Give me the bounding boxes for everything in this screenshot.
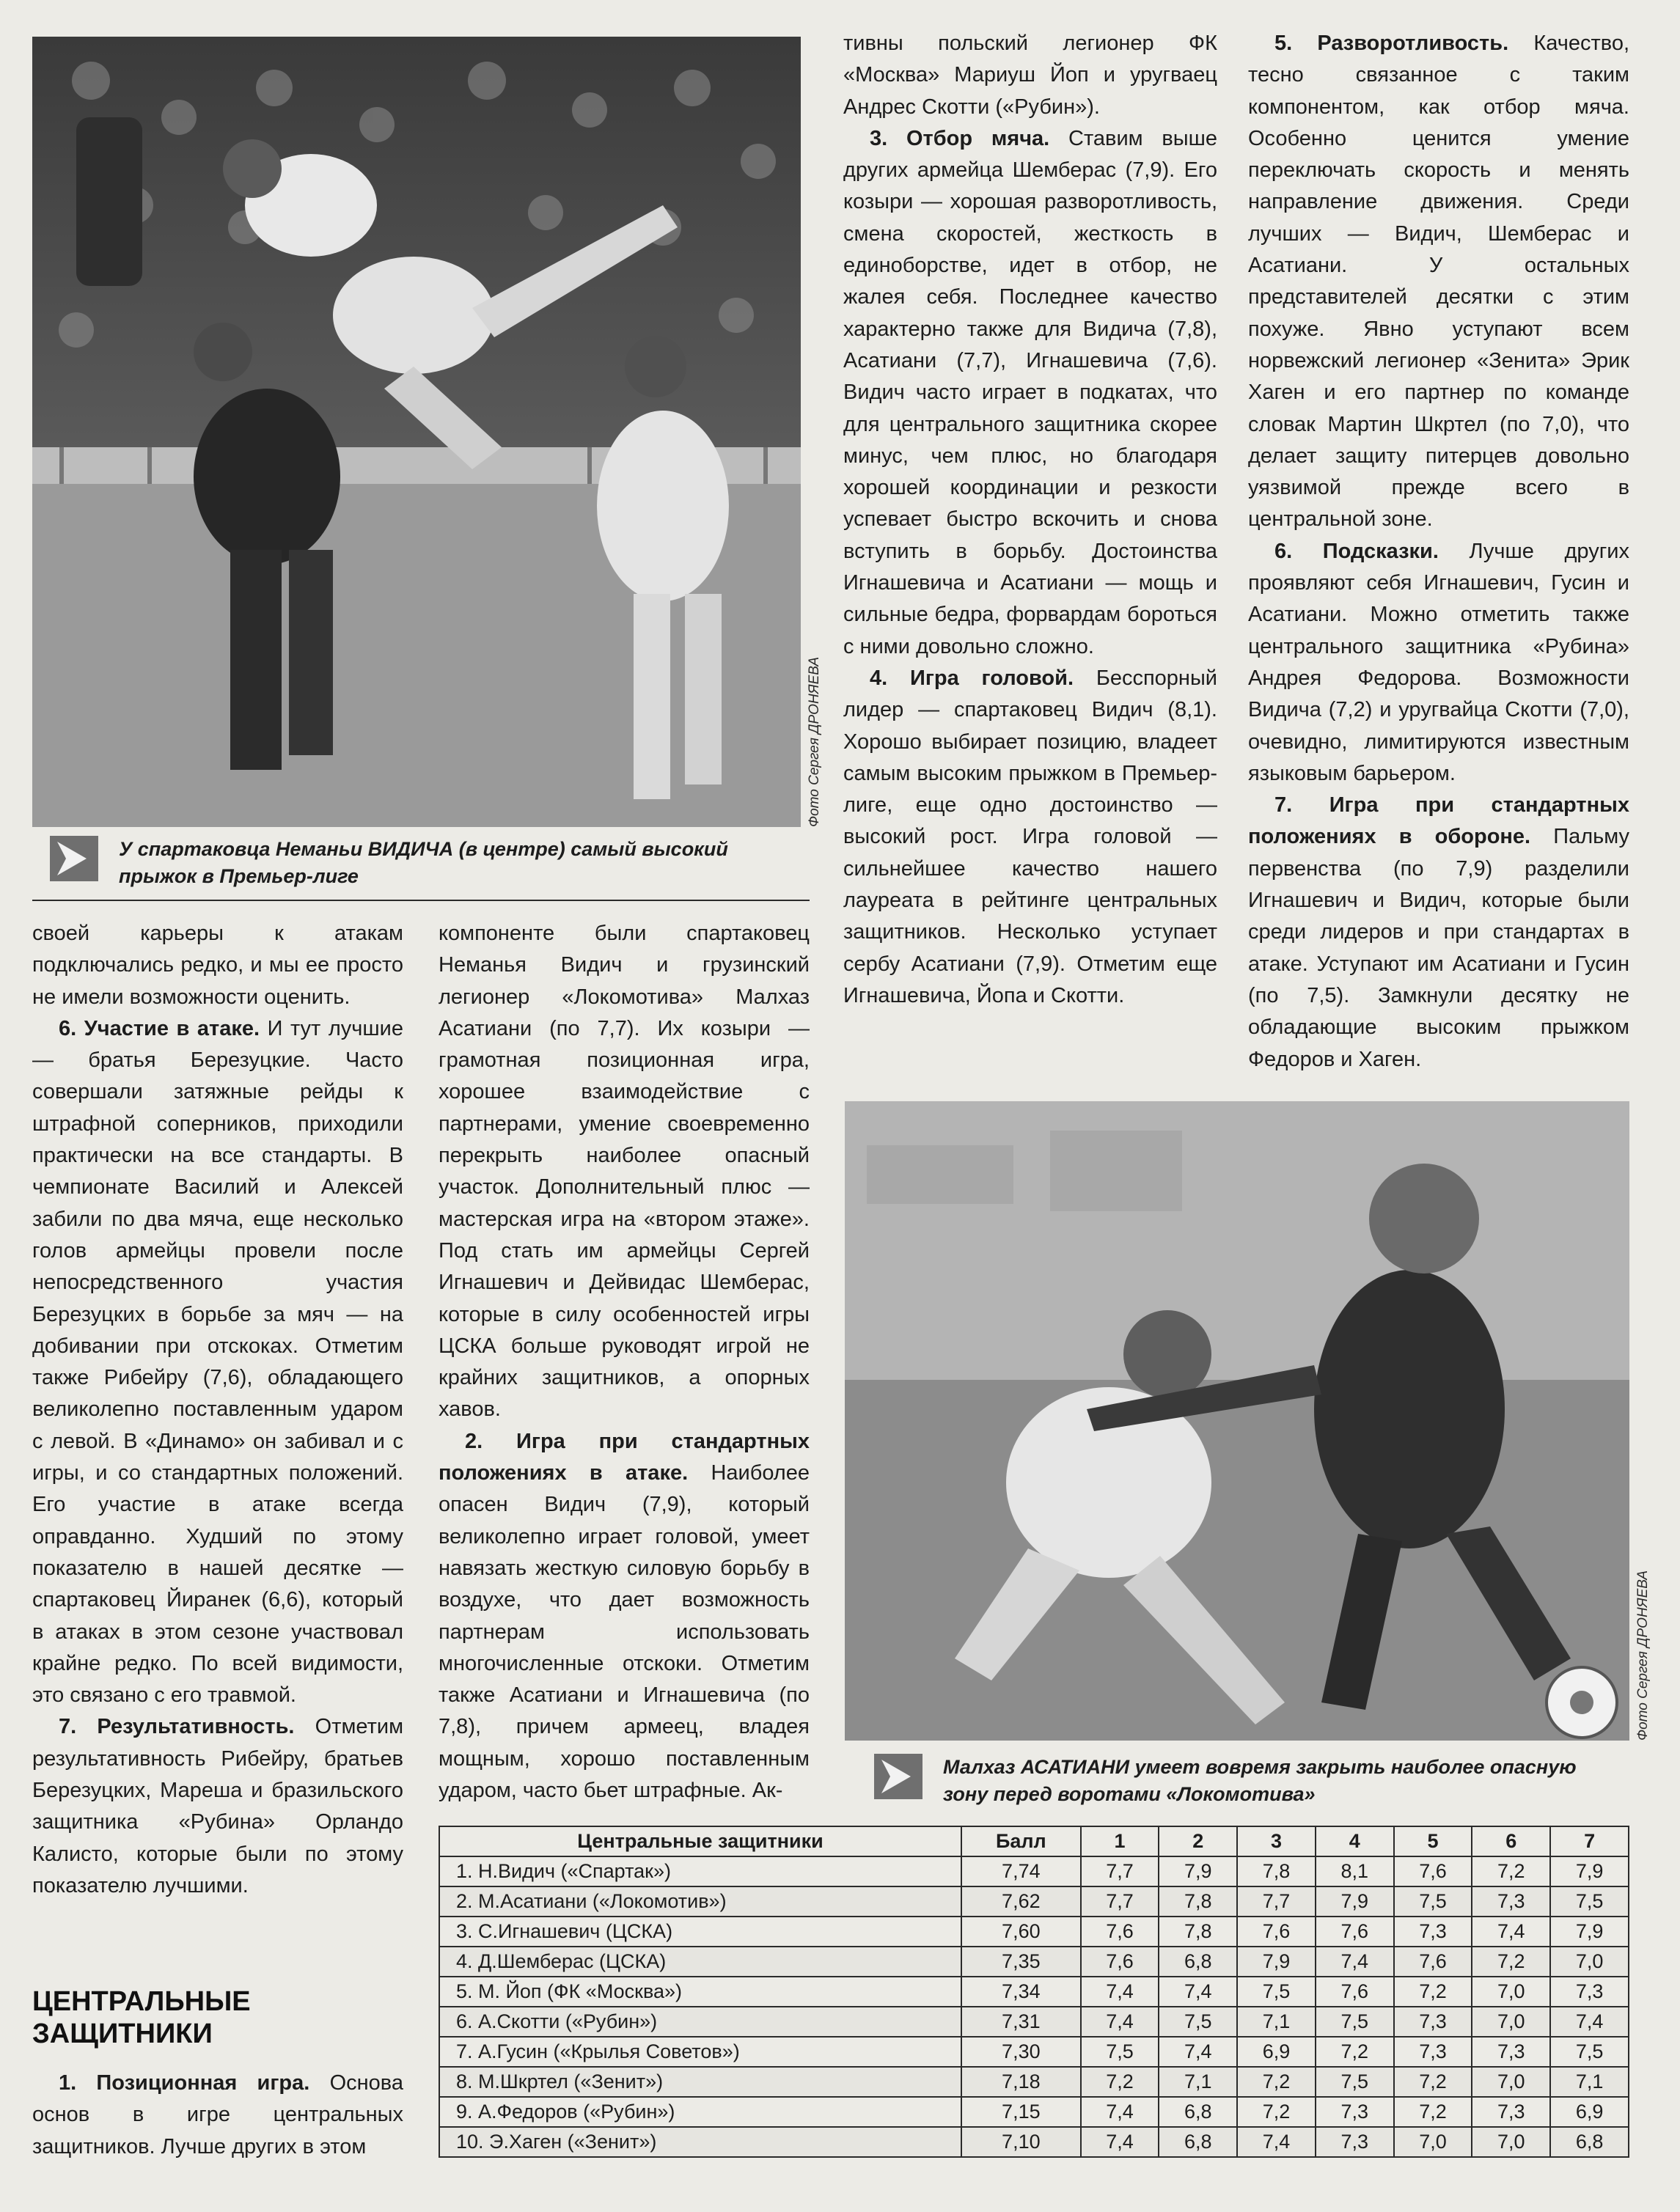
criterion-score-cell: 7,8 bbox=[1159, 1886, 1237, 1917]
criterion-score-cell: 7,2 bbox=[1394, 1977, 1472, 2007]
criterion-score-cell: 7,2 bbox=[1316, 2037, 1394, 2067]
criterion-score-cell: 7,0 bbox=[1472, 2067, 1550, 2097]
criterion-score-cell: 7,6 bbox=[1316, 1977, 1394, 2007]
article-column-3 bbox=[843, 28, 1217, 1012]
photo-credit: Фото Сергея ДРОНЯЕВА bbox=[1635, 1570, 1651, 1741]
criterion-score-cell: 7,5 bbox=[1550, 2037, 1629, 2067]
column-header: 5 bbox=[1394, 1826, 1472, 1856]
paragraph: компоненте были спартаковец Неманья Видич и грузинский легионер «Локомотива» Малхаз Асатиани (по 7,7). Их козыри — грамотная позиционная игра, хорошее взаимодействие с партнерами, умение своевременно перекрыть наиболее опасный участок. Дополнительный плюс — мастерская игра на «втором этаже». Под стать им армейцы Сергей Игнашевич и Дейвидас Шемберас, которые в силу особенностей игры ЦСКА больше руководят игрой не крайних защитников, а опорных хавов. bbox=[439, 922, 810, 1422]
criterion-score-cell: 7,3 bbox=[1472, 2097, 1550, 2127]
paragraph: 5. Разворотливость. Качество, тесно связанное с таким компонентом, как отбор мяча. Особенно ценится умение переключать скорость и менять направление движения. Среди лучших — Видич, Шемберас и Асатиани. У остальных представителей десятки с этим похуже. Явно уступают всем норвежский легионер «Зенита» Эрик Хаген и его партнер по команде словак Мартин Шкртел (по 7,0), что делает защиту питерцев довольно уязвимой прежде всего в центральной зоне. bbox=[1248, 32, 1630, 532]
criterion-score-cell: 7,2 bbox=[1394, 2097, 1472, 2127]
table-row bbox=[439, 1977, 1629, 2007]
criterion-score-cell: 8,1 bbox=[1316, 1856, 1394, 1886]
paragraph: 2. Игра при стандартных положениях в атаке. Наиболее опасен Видич (7,9), который великолепно играет головой, умеет навязать жесткую силовую борьбу в воздухе, что дает возможность партнерам использовать многочисленные отскоки. Отметим также Асатиани и Игнашевича (по 7,8), причем армеец, владея мощным, хорошо поставленным ударом, часто бьет штрафные. Ак- bbox=[439, 1429, 810, 1803]
criterion-score-cell: 6,9 bbox=[1550, 2097, 1629, 2127]
player-name-cell: 10. Э.Хаген («Зенит») bbox=[439, 2127, 961, 2157]
caption-text: Малхаз АСАТИАНИ умеет вовремя закрыть наиболее опасную зону перед воротами «Локомотива» bbox=[943, 1756, 1577, 1805]
criterion-score-cell: 7,6 bbox=[1394, 1856, 1472, 1886]
criterion-score-cell: 7,2 bbox=[1472, 1856, 1550, 1886]
criterion-score-cell: 7,3 bbox=[1394, 2007, 1472, 2037]
article-column-1 bbox=[32, 918, 403, 1902]
criterion-score-cell: 7,5 bbox=[1550, 1886, 1629, 1917]
criterion-score-cell: 7,4 bbox=[1081, 2097, 1159, 2127]
criterion-score-cell: 7,4 bbox=[1472, 1917, 1550, 1947]
photo-caption bbox=[874, 1754, 1637, 1808]
criterion-score-cell: 6,8 bbox=[1159, 2127, 1237, 2157]
table-row bbox=[439, 1947, 1629, 1977]
total-score-cell: 7,30 bbox=[961, 2037, 1081, 2067]
criterion-score-cell: 7,0 bbox=[1394, 2127, 1472, 2157]
table-row bbox=[439, 2007, 1629, 2037]
paragraph: 7. Игра при стандартных положениях в обороне. Пальму первенства (по 7,9) разделили Игнашевич и Видич, которые были среди лидеров и при стандартах в атаке. Уступают им Асатиани и Гусин (по 7,5). Замкнули десятку не обладающие высоким прыжком Федоров и Хаген. bbox=[1248, 793, 1629, 1071]
paragraph: 6. Подсказки. Лучше других проявляют себя Игнашевич, Гусин и Асатиани. Можно отметить также центрального защитника «Рубина» Андрея Федорова. Возможности Видича (7,2) и уругвайца Скотти (7,0), очевидно, лимитируются известным языковым барьером. bbox=[1248, 539, 1630, 785]
criterion-score-cell: 7,4 bbox=[1316, 1947, 1394, 1977]
criterion-score-cell: 7,0 bbox=[1472, 2007, 1550, 2037]
section-title: 1. Позиционная игра. bbox=[59, 2071, 310, 2095]
player-name-cell: 3. С.Игнашевич (ЦСКА) bbox=[439, 1917, 961, 1947]
total-score-cell: 7,74 bbox=[961, 1856, 1081, 1886]
paragraph: своей карьеры к атакам подключались редко, и мы ее просто не имели возможности оценить. bbox=[32, 922, 403, 1009]
player-name-cell: 6. А.Скотти («Рубин») bbox=[439, 2007, 961, 2037]
criterion-score-cell: 7,6 bbox=[1081, 1947, 1159, 1977]
criterion-score-cell: 7,7 bbox=[1081, 1856, 1159, 1886]
criterion-score-cell: 7,0 bbox=[1550, 1947, 1629, 1977]
section-title: 6. Участие в атаке. bbox=[59, 1016, 260, 1040]
column-header: 6 bbox=[1472, 1826, 1550, 1856]
divider-line bbox=[32, 900, 810, 901]
total-score-cell: 7,60 bbox=[961, 1917, 1081, 1947]
criterion-score-cell: 7,5 bbox=[1081, 2037, 1159, 2067]
table-header-row bbox=[439, 1826, 1629, 1856]
paragraph: 6. Участие в атаке. И тут лучшие — братья Березуцкие. Часто совершали затяжные рейды к штрафной соперников, приходили практически на все стандарты. В чемпионате Василий и Алексей забили по два мяча, еще несколько голов армейцы провели после непосредственного участия Березуцких в борьбе за мяч — на добивании при отскоках. Отметим также Рибейру (7,6), обладающего великолепно поставленным ударом с левой. В «Динамо» он забивал и с игры, и со стандартных положений. Его участие в атаке всегда оправданно. Худший по этому показателю в нашей десятке — спартаковец Йиранек (6,6), который в атаках в этом сезоне участвовал крайне редко. По всей видимости, это связано с его травмой. bbox=[32, 1016, 403, 1708]
table-row bbox=[439, 2067, 1629, 2097]
caption-arrow-icon bbox=[874, 1754, 922, 1799]
criterion-score-cell: 7,6 bbox=[1237, 1917, 1316, 1947]
column-header: 4 bbox=[1316, 1826, 1394, 1856]
table-row bbox=[439, 2037, 1629, 2067]
criterion-score-cell: 7,5 bbox=[1394, 1886, 1472, 1917]
paragraph: 3. Отбор мяча. Ставим выше других армейца Шемберас (7,9). Его козыри — хорошая разворотливость, смена скоростей, жесткость в единоборстве, идет в отбор, не жалея себя. Последнее качество характерно также для Видича (7,8), Асатиани (7,7), Игнашевича (7,6). Видич часто играет в подкатах, что для центрального защитника скорее минус, чем плюс, но благодаря хорошей координации и резкости успевает быстро вскочить и снова вступить в борьбу. Достоинства Игнашевича и Асатиани — мощь и сильные бедра, форвардам бороться с ними довольно сложно. bbox=[843, 126, 1218, 658]
criterion-score-cell: 7,9 bbox=[1159, 1856, 1237, 1886]
section-title: 6. Подсказки. bbox=[1274, 539, 1439, 563]
photo-credit: Фото Сергея ДРОНЯЕВА bbox=[807, 656, 822, 827]
paragraph: тивны польский легионер ФК «Москва» Мариуш Йоп и уругваец Андрес Скотти («Рубин»). bbox=[843, 32, 1217, 119]
total-score-cell: 7,31 bbox=[961, 2007, 1081, 2037]
criterion-score-cell: 7,3 bbox=[1472, 2037, 1550, 2067]
section-title: 2. Игра при стандартных положениях в атаке. bbox=[439, 1429, 810, 1485]
criterion-score-cell: 7,0 bbox=[1472, 1977, 1550, 2007]
column-header: 2 bbox=[1159, 1826, 1237, 1856]
total-score-cell: 7,34 bbox=[961, 1977, 1081, 2007]
criterion-score-cell: 7,1 bbox=[1550, 2067, 1629, 2097]
section-heading: ЦЕНТРАЛЬНЫЕ ЗАЩИТНИКИ bbox=[32, 1986, 251, 2049]
player-name-cell: 7. А.Гусин («Крылья Советов») bbox=[439, 2037, 961, 2067]
criterion-score-cell: 7,6 bbox=[1081, 1917, 1159, 1947]
criterion-score-cell: 7,3 bbox=[1472, 1886, 1550, 1917]
criterion-score-cell: 7,3 bbox=[1550, 1977, 1629, 2007]
criterion-score-cell: 7,1 bbox=[1159, 2067, 1237, 2097]
criterion-score-cell: 7,3 bbox=[1316, 2127, 1394, 2157]
paragraph: 4. Игра головой. Бесспорный лидер — спартаковец Видич (8,1). Хорошо выбирает позицию, владеет самым высоким прыжком в Премьер-лиге, еще одно достоинство — высокий рост. Игра головой — сильнейшее качество нашего лауреата в рейтинге центральных защитников. Несколько уступает сербу Асатиани (7,9). Отметим еще Игнашевича, Йопа и Скотти. bbox=[843, 666, 1217, 1007]
criterion-score-cell: 7,7 bbox=[1237, 1886, 1316, 1917]
player-name-cell: 2. М.Асатиани («Локомотив») bbox=[439, 1886, 961, 1917]
article-column-2 bbox=[439, 918, 810, 1807]
criterion-score-cell: 7,4 bbox=[1237, 2127, 1316, 2157]
player-name-cell: 1. Н.Видич («Спартак») bbox=[439, 1856, 961, 1886]
criterion-score-cell: 7,3 bbox=[1316, 2097, 1394, 2127]
table-row bbox=[439, 2097, 1629, 2127]
criterion-score-cell: 7,7 bbox=[1081, 1886, 1159, 1917]
column-header: 7 bbox=[1550, 1826, 1629, 1856]
ratings-table bbox=[439, 1826, 1629, 2158]
section-title: 7. Игра при стандартных положениях в обороне. bbox=[1248, 793, 1629, 849]
table-row bbox=[439, 1917, 1629, 1947]
criterion-score-cell: 7,1 bbox=[1237, 2007, 1316, 2037]
article-column-1b bbox=[32, 2068, 403, 2163]
criterion-score-cell: 7,2 bbox=[1237, 2097, 1316, 2127]
caption-text: У спартаковца Неманьи ВИДИЧА (в центре) самый высокий прыжок в Премьер-лиге bbox=[119, 838, 728, 887]
criterion-score-cell: 7,3 bbox=[1394, 2037, 1472, 2067]
criterion-score-cell: 7,0 bbox=[1472, 2127, 1550, 2157]
criterion-score-cell: 7,5 bbox=[1159, 2007, 1237, 2037]
total-score-cell: 7,62 bbox=[961, 1886, 1081, 1917]
criterion-score-cell: 7,9 bbox=[1550, 1856, 1629, 1886]
player-name-cell: 8. М.Шкртел («Зенит») bbox=[439, 2067, 961, 2097]
article-column-4 bbox=[1248, 28, 1629, 1076]
paragraph: 1. Позиционная игра. Основа основ в игре центральных защитников. Лучше других в этом bbox=[32, 2071, 403, 2158]
criterion-score-cell: 7,9 bbox=[1550, 1917, 1629, 1947]
total-score-cell: 7,18 bbox=[961, 2067, 1081, 2097]
criterion-score-cell: 7,2 bbox=[1237, 2067, 1316, 2097]
section-title: 7. Результативность. bbox=[59, 1715, 295, 1739]
criterion-score-cell: 7,5 bbox=[1316, 2007, 1394, 2037]
criterion-score-cell: 6,8 bbox=[1159, 1947, 1237, 1977]
criterion-score-cell: 6,8 bbox=[1159, 2097, 1237, 2127]
criterion-score-cell: 7,6 bbox=[1316, 1917, 1394, 1947]
criterion-score-cell: 6,8 bbox=[1550, 2127, 1629, 2157]
criterion-score-cell: 7,8 bbox=[1159, 1917, 1237, 1947]
criterion-score-cell: 7,8 bbox=[1237, 1856, 1316, 1886]
player-name-cell: 5. М. Йоп (ФК «Москва») bbox=[439, 1977, 961, 2007]
paragraph: 7. Результативность. Отметим результативность Рибейру, братьев Березуцких, Мареша и бразильского защитника «Рубина» Орландо Калисто, которые были по этому показателю лучшими. bbox=[32, 1715, 404, 1897]
criterion-score-cell: 7,2 bbox=[1081, 2067, 1159, 2097]
table-row bbox=[439, 2127, 1629, 2157]
criterion-score-cell: 7,4 bbox=[1550, 2007, 1629, 2037]
criterion-score-cell: 7,6 bbox=[1394, 1947, 1472, 1977]
criterion-score-cell: 7,4 bbox=[1081, 2007, 1159, 2037]
criterion-score-cell: 7,5 bbox=[1237, 1977, 1316, 2007]
criterion-score-cell: 7,9 bbox=[1316, 1886, 1394, 1917]
section-title: 4. Игра головой. bbox=[870, 666, 1074, 690]
criterion-score-cell: 7,4 bbox=[1081, 1977, 1159, 2007]
table-body bbox=[439, 1856, 1629, 2157]
photo-vidic-jump bbox=[32, 37, 801, 827]
criterion-score-cell: 7,4 bbox=[1159, 1977, 1237, 2007]
player-name-cell: 9. А.Федоров («Рубин») bbox=[439, 2097, 961, 2127]
player-name-cell: 4. Д.Шемберас (ЦСКА) bbox=[439, 1947, 961, 1977]
section-title: 5. Разворотливость. bbox=[1274, 32, 1509, 55]
criterion-score-cell: 7,2 bbox=[1472, 1947, 1550, 1977]
column-header: Центральные защитники bbox=[439, 1826, 961, 1856]
criterion-score-cell: 6,9 bbox=[1237, 2037, 1316, 2067]
photo-caption bbox=[50, 836, 798, 890]
total-score-cell: 7,35 bbox=[961, 1947, 1081, 1977]
column-header: 1 bbox=[1081, 1826, 1159, 1856]
table-row bbox=[439, 1856, 1629, 1886]
photo-asatiani bbox=[845, 1101, 1629, 1741]
section-title: 3. Отбор мяча. bbox=[870, 126, 1050, 150]
criterion-score-cell: 7,4 bbox=[1159, 2037, 1237, 2067]
criterion-score-cell: 7,5 bbox=[1316, 2067, 1394, 2097]
column-header: 3 bbox=[1237, 1826, 1316, 1856]
criterion-score-cell: 7,3 bbox=[1394, 1917, 1472, 1947]
column-header: Балл bbox=[961, 1826, 1081, 1856]
criterion-score-cell: 7,4 bbox=[1081, 2127, 1159, 2157]
total-score-cell: 7,15 bbox=[961, 2097, 1081, 2127]
caption-arrow-icon bbox=[50, 836, 98, 881]
total-score-cell: 7,10 bbox=[961, 2127, 1081, 2157]
criterion-score-cell: 7,2 bbox=[1394, 2067, 1472, 2097]
table-row bbox=[439, 1886, 1629, 1917]
criterion-score-cell: 7,9 bbox=[1237, 1947, 1316, 1977]
